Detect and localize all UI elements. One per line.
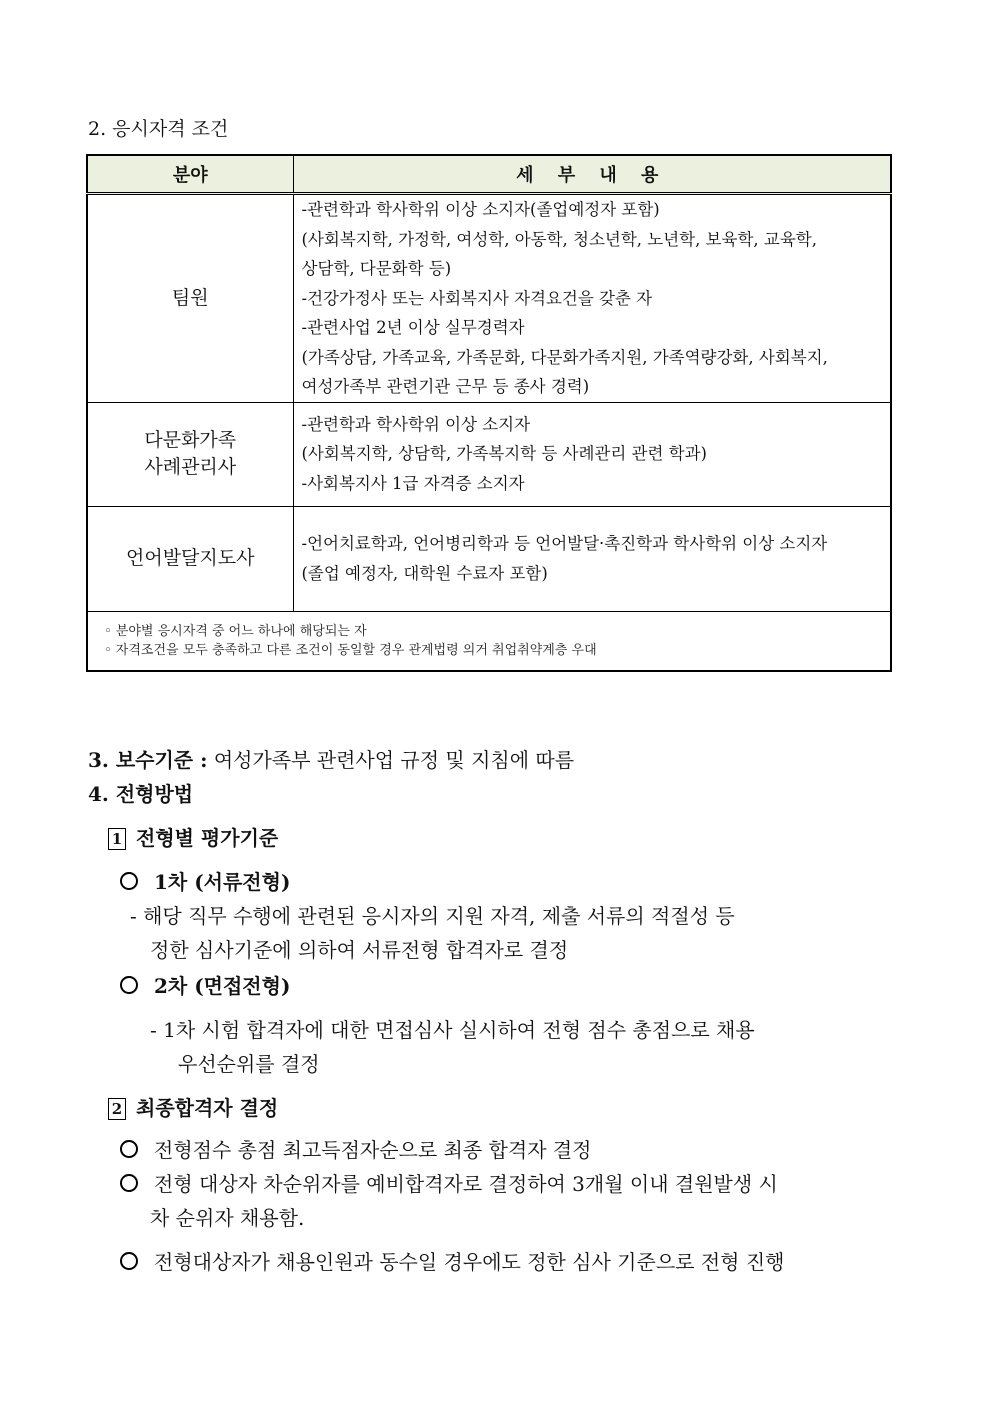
table-notes-row xyxy=(87,611,891,671)
final-item-2 xyxy=(120,1168,778,1197)
detail-line: (사회복지학, 상담학, 가족복지학 등 사례관리 관련 학과) xyxy=(301,444,707,464)
subsection-1-label: 전형별 평가기준 xyxy=(136,826,279,850)
stage-2-line-1: - 1차 시험 합격자에 대한 면접심사 실시하여 전형 점수 총점으로 채용 xyxy=(150,1018,755,1042)
detail-line: -건강가정사 또는 사회복지사 자격요건을 갖춘 자 xyxy=(301,288,653,308)
section-3 xyxy=(88,744,574,773)
stage-1-title xyxy=(120,866,290,895)
final-item-3 xyxy=(120,1246,784,1275)
details-team-member xyxy=(293,194,891,403)
stage-2-line-2: 우선순위를 결정 xyxy=(178,1052,320,1076)
subsection-2-title xyxy=(108,1092,278,1121)
stage-2-label: 2차 (면접전형) xyxy=(154,974,291,998)
note-line: ◦ 자격조건을 모두 충족하고 다른 조건이 동일할 경우 관계법령 의거 취업취약계층 우대 xyxy=(104,642,597,658)
final-item-2-cont: 차 순위자 채용함. xyxy=(150,1206,305,1230)
section-3-label: 3. 보수기준 : xyxy=(88,748,208,772)
details-language-instructor xyxy=(293,506,891,611)
details-case-manager xyxy=(293,402,891,506)
detail-line: 상담학, 다문화학 등) xyxy=(301,259,452,278)
qualification-table xyxy=(86,154,892,672)
section-2-title: 2. 응시자격 조건 xyxy=(88,118,229,140)
table-notes xyxy=(87,611,891,671)
detail-line: (졸업 예정자, 대학원 수료자 포함) xyxy=(301,563,548,583)
subsection-1-title xyxy=(108,822,278,851)
detail-line: 여성가족부 관련기관 근무 등 종사 경력) xyxy=(301,377,590,396)
section-4-title: 4. 전형방법 xyxy=(88,782,194,806)
subsection-2-label: 최종합격자 결정 xyxy=(136,1096,279,1120)
field-line: 사례관리사 xyxy=(144,456,237,478)
circle-bullet-icon xyxy=(120,1174,138,1192)
circle-bullet-icon xyxy=(120,976,138,994)
subsection-1-number: 1 xyxy=(108,828,126,850)
detail-line: -관련학과 학사학위 이상 소지자(졸업예정자 포함) xyxy=(301,200,660,219)
table-row-case-manager xyxy=(87,402,891,506)
stage-1-line-1: - 해당 직무 수행에 관련된 응시자의 지원 자격, 제출 서류의 적절성 등 xyxy=(130,904,735,928)
note-line: ◦ 분야별 응시자격 중 어느 하나에 해당되는 자 xyxy=(104,623,367,639)
header-details: 세 부 내 용 xyxy=(293,155,891,194)
field-team-member: 팀원 xyxy=(87,194,293,403)
stage-2-title xyxy=(120,970,290,999)
final-item-text: 전형점수 총점 최고득점자순으로 최종 합격자 결정 xyxy=(154,1138,592,1162)
final-item-text: 전형대상자가 채용인원과 동수일 경우에도 정한 심사 기준으로 전형 진행 xyxy=(154,1250,785,1274)
final-item-text: 전형 대상자 차순위자를 예비합격자로 결정하여 3개월 이내 결원발생 시 xyxy=(154,1172,778,1196)
subsection-2-number: 2 xyxy=(108,1098,126,1120)
field-line: 다문화가족 xyxy=(144,429,237,451)
detail-line: -사회복지사 1급 자격증 소지자 xyxy=(301,473,525,493)
circle-bullet-icon xyxy=(120,1140,138,1158)
detail-line: -관련학과 학사학위 이상 소지자 xyxy=(301,414,531,434)
detail-line: -관련사업 2년 이상 실무경력자 xyxy=(301,318,525,337)
field-case-manager xyxy=(87,402,293,506)
table-row-team-member xyxy=(87,194,891,403)
stage-1-line-2: 정한 심사기준에 의하여 서류전형 합격자로 결정 xyxy=(150,938,569,962)
field-language-instructor: 언어발달지도사 xyxy=(87,506,293,611)
final-item-1 xyxy=(120,1134,592,1163)
section-3-text: 여성가족부 관련사업 규정 및 지침에 따름 xyxy=(207,748,575,772)
detail-line: (사회복지학, 가정학, 여성학, 아동학, 청소년학, 노년학, 보육학, 교육학, xyxy=(301,229,817,249)
stage-1-label: 1차 (서류전형) xyxy=(154,870,291,894)
detail-line: (가족상담, 가족교육, 가족문화, 다문화가족지원, 가족역량강화, 사회복지, xyxy=(301,347,828,367)
detail-line: -언어치료학과, 언어병리학과 등 언어발달·촉진학과 학사학위 이상 소지자 xyxy=(301,534,828,553)
table-row-language-instructor xyxy=(87,506,891,611)
header-field: 분야 xyxy=(87,155,293,194)
circle-bullet-icon xyxy=(120,1252,138,1270)
circle-bullet-icon xyxy=(120,872,138,890)
table-header-row xyxy=(87,155,891,194)
